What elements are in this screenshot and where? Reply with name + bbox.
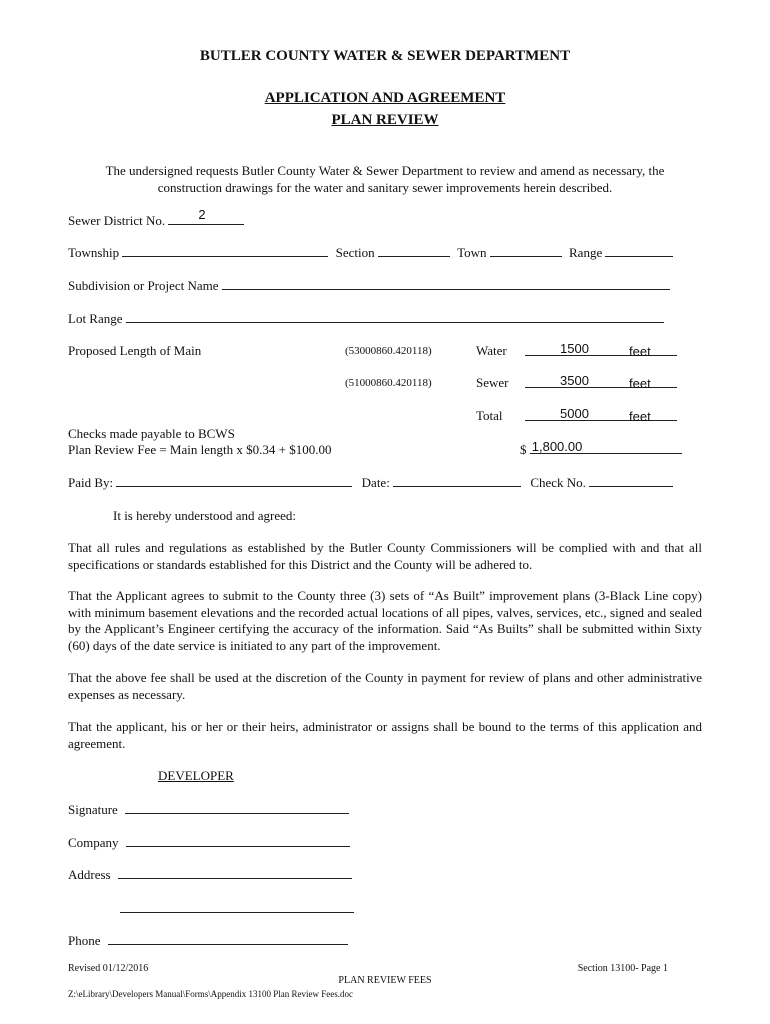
check-no-field[interactable] xyxy=(589,474,673,487)
paid-by-field[interactable] xyxy=(116,474,352,487)
section-field[interactable] xyxy=(378,244,450,257)
signature-field[interactable] xyxy=(125,801,349,814)
signature-row xyxy=(68,801,349,818)
sewer-label: Sewer xyxy=(476,375,509,390)
footer-title: PLAN REVIEW FEES xyxy=(338,975,432,986)
date-field[interactable] xyxy=(393,474,521,487)
total-unit: feet xyxy=(629,409,651,424)
check-no-label: Check No. xyxy=(530,475,586,490)
company-row xyxy=(68,834,350,851)
proposed-length-label: Proposed Length of Main xyxy=(68,343,202,358)
phone-field[interactable] xyxy=(108,932,348,945)
developer-heading: DEVELOPER xyxy=(158,768,234,783)
fee-currency: $ xyxy=(520,442,527,457)
address-field[interactable] xyxy=(118,866,352,879)
sewer-length-value: 3500 xyxy=(560,373,589,388)
water-length-value: 1500 xyxy=(560,341,589,356)
sewer-unit: feet xyxy=(629,376,651,391)
agreement-paragraph-4: That the applicant, his or her or their heirs, administrator or assigns shall be bound to the terms of this application and agreement. xyxy=(68,719,702,751)
paid-by-label: Paid By: xyxy=(68,475,114,490)
lot-range-field[interactable] xyxy=(126,310,664,323)
checks-payable-text: Checks made payable to BCWS xyxy=(68,426,235,441)
water-account-code: (53000860.420118) xyxy=(345,345,432,357)
address-line-2[interactable] xyxy=(120,900,354,918)
agreement-lead: It is hereby understood and agreed: xyxy=(113,508,297,523)
lot-range-row xyxy=(68,310,664,327)
company-field[interactable] xyxy=(126,834,350,847)
township-field[interactable] xyxy=(122,244,328,257)
sewer-district-value: 2 xyxy=(198,207,206,222)
section-label: Section xyxy=(335,245,375,260)
address-field-2[interactable] xyxy=(120,900,354,913)
fee-value: 1,800.00 xyxy=(531,439,583,454)
total-length-value: 5000 xyxy=(560,406,589,421)
footer-revised: Revised 01/12/2016 xyxy=(68,963,149,974)
agreement-paragraph-2: That the Applicant agrees to submit to the County three (3) sets of “As Built” improvement plans (3-Black Line copy) with minimum basement elevations and the recorded actual locations of all pipes, valves, services, etc., signed and sealed by the Applicant’s Engineer certifying the accuracy of the information. Said “As Builts” shall be submitted within Sixty (60) days of the date service is initiated to any part of the improvement. xyxy=(68,588,702,653)
footer-file-path: Z:\eLibrary\Developers Manual\Forms\Appendix 13100 Plan Review Fees.doc xyxy=(68,989,353,999)
date-label: Date: xyxy=(361,475,390,490)
signature-label: Signature xyxy=(68,802,118,817)
water-underline xyxy=(525,343,677,356)
intro-line-1: The undersigned requests Butler County Water & Sewer Department to review and amend as necessary, the xyxy=(105,163,665,178)
agreement-paragraph-3: That the above fee shall be used at the discretion of the County in payment for review of plans and other administrative expenses as necessary. xyxy=(68,670,702,702)
form-title: APPLICATION AND AGREEMENT xyxy=(264,90,506,106)
company-label: Company xyxy=(68,835,119,850)
township-label: Township xyxy=(68,245,120,260)
range-field[interactable] xyxy=(605,244,673,257)
footer-page: Section 13100- Page 1 xyxy=(577,963,668,974)
lot-range-label: Lot Range xyxy=(68,311,123,326)
payment-row xyxy=(68,474,673,491)
range-label: Range xyxy=(569,245,603,260)
subdivision-row xyxy=(68,277,670,294)
address-label: Address xyxy=(68,867,111,882)
township-row xyxy=(68,244,673,261)
water-label: Water xyxy=(476,343,507,358)
sewer-underline xyxy=(525,375,677,388)
total-label: Total xyxy=(476,408,503,423)
town-label: Town xyxy=(457,245,487,260)
intro-line-2: construction drawings for the water and sanitary sewer improvements herein described. xyxy=(157,180,613,195)
sewer-account-code: (51000860.420118) xyxy=(345,377,432,389)
fee-formula-text: Plan Review Fee = Main length x $0.34 + $100.00 xyxy=(68,442,332,457)
agreement-paragraph-1: That all rules and regulations as established by the Butler County Commissioners will be complied with and that all specifications or standards established for this District and the County will be adhered to. xyxy=(68,540,702,572)
phone-row xyxy=(68,932,348,949)
sewer-district-field[interactable] xyxy=(168,207,244,225)
form-subtitle: PLAN REVIEW xyxy=(331,112,439,128)
department-title: BUTLER COUNTY WATER & SEWER DEPARTMENT xyxy=(199,48,571,64)
subdivision-field[interactable] xyxy=(222,277,670,290)
total-underline xyxy=(525,408,677,421)
address-row xyxy=(68,866,352,883)
town-field[interactable] xyxy=(490,244,562,257)
fee-row xyxy=(520,441,682,458)
water-unit: feet xyxy=(629,344,651,359)
phone-label: Phone xyxy=(68,933,101,948)
sewer-district-label: Sewer District No. xyxy=(68,213,166,228)
sewer-district-row xyxy=(68,207,244,229)
subdivision-label: Subdivision or Project Name xyxy=(68,278,219,293)
fee-field[interactable] xyxy=(530,441,682,454)
